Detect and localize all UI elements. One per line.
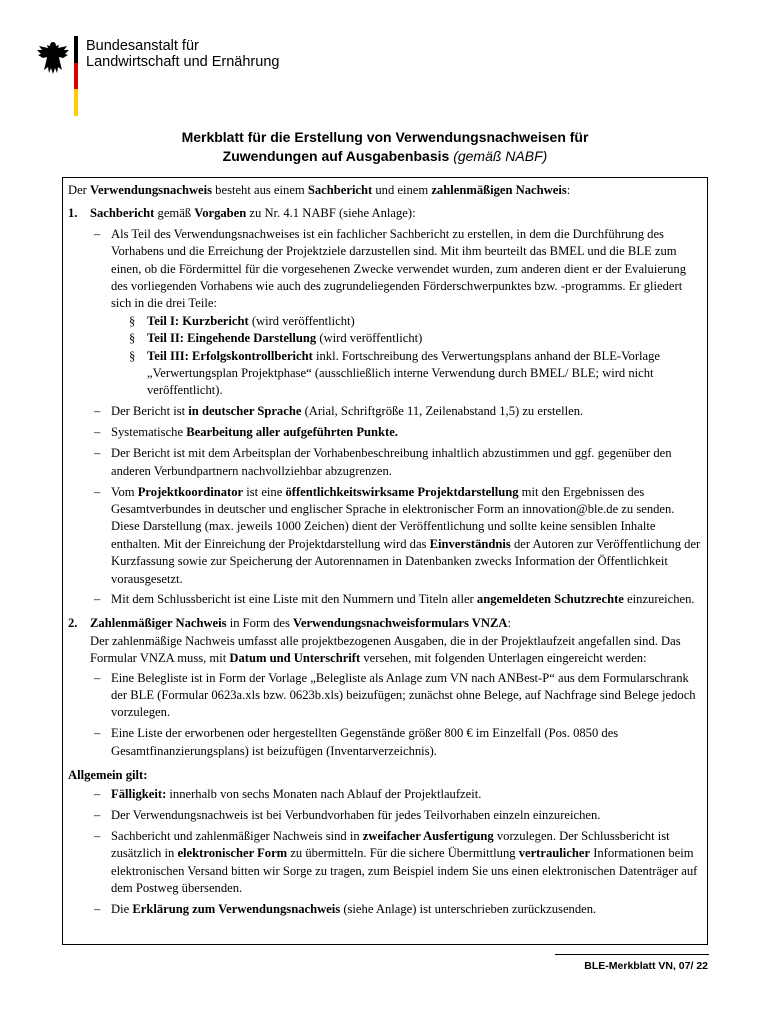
text: Informationen beim elektronischen Versand bitten wir Sorge zu tragen, zum Beispiel indem Sie uns einen elektronischen Datenträger auf dem Postweg übersenden. bbox=[111, 846, 698, 896]
flag-stripe bbox=[74, 36, 78, 116]
text: Mit dem Schlussbericht ist eine Liste mit den Nummern und Titeln aller bbox=[111, 592, 477, 607]
dash-list bbox=[90, 670, 701, 761]
sub-list-item bbox=[129, 348, 701, 400]
text: Der Verwendungsnachweis ist bei Verbundvorhaben für jedes Teilvorhaben einzeln einzureichen. bbox=[111, 807, 601, 822]
text: zu übermitteln. Für die sichere Übermittlung bbox=[287, 846, 519, 861]
bold-text: in deutscher Sprache bbox=[188, 404, 302, 419]
list-item bbox=[90, 807, 701, 824]
list-item bbox=[90, 445, 701, 480]
bold-text: Sachbericht bbox=[90, 206, 155, 221]
text: Der bbox=[68, 183, 91, 197]
list-item bbox=[90, 725, 701, 760]
text: (wird veröffentlicht) bbox=[316, 331, 423, 346]
text: Eine Belegliste ist in Form der Vorlage „Belegliste als Anlage zum VN nach ANBest-P“ aus dem Formularschrank der BLE (Formular 0623a.xls bzw. 0623b.xls) beizufügen; zunächst ohne Belege, auf Nachfrage sind Belege jedoch vorzulegen. bbox=[111, 670, 696, 720]
text: der Autoren zur Veröffentlichung der Kurzfassung sowie zur Speicherung der Autorennamen in Datenbanken zwecks Information der Öffentlichkeit vorausgesetzt. bbox=[111, 536, 701, 586]
list-item bbox=[90, 226, 701, 400]
text: (siehe Anlage) ist unterschrieben zurückzusenden. bbox=[340, 901, 597, 916]
text: : bbox=[566, 183, 571, 197]
text: (Arial, Schriftgröße 11, Zeilenabstand 1,5) zu erstellen. bbox=[301, 404, 584, 419]
bold-text: Projektkoordinator bbox=[137, 484, 244, 499]
content-box bbox=[62, 177, 708, 945]
footer-label: BLE-Merkblatt VN, 07/ 22 bbox=[584, 960, 708, 972]
sub-list bbox=[111, 313, 701, 400]
list-item bbox=[90, 901, 701, 918]
text: und einem bbox=[372, 183, 432, 197]
text: einzureichen. bbox=[623, 592, 695, 607]
footer-divider bbox=[555, 954, 709, 955]
section-number: 2. bbox=[68, 616, 78, 631]
list-item bbox=[90, 484, 701, 588]
text: besteht aus einem bbox=[212, 183, 308, 197]
header bbox=[36, 36, 336, 116]
text: Der Bericht ist bbox=[111, 404, 189, 419]
list-item bbox=[90, 591, 701, 608]
dash-list bbox=[90, 226, 701, 609]
bold-text: Verwendungsnachweisformulars VNZA bbox=[293, 616, 508, 631]
bold-text: Bearbeitung aller aufgeführten Punkte. bbox=[186, 425, 398, 440]
text: vorzulegen. Der Schlussbericht ist zusätzlich in bbox=[111, 828, 670, 861]
agency-line-2: Landwirtschaft und Ernährung bbox=[86, 54, 280, 70]
bold-text: Zahlenmäßiger Nachweis bbox=[90, 616, 227, 631]
list-item bbox=[90, 786, 701, 803]
bold-text: Sachbericht bbox=[307, 183, 373, 197]
text: mit den Ergebnissen des Gesamtverbundes in deutscher und englischer Sprache in elektronischer Form an innovation@ble.de zu senden. Diese Darstellung (max. jeweils 1000 Zeichen) dient der Veröffentlichung und sollte keine sensiblen Inhalte enthalten. Mit der Einreichung der Projektdarstellung wird das bbox=[111, 484, 675, 551]
text: Systematische bbox=[111, 425, 187, 440]
bold-text: zweifacher Ausfertigung bbox=[362, 828, 494, 843]
federal-eagle-icon bbox=[36, 40, 70, 76]
title-line-2-main: Zuwendungen auf Ausgabenbasis bbox=[222, 148, 450, 164]
bold-text: öffentlichkeitswirksame Projektdarstellung bbox=[285, 484, 519, 499]
text: ist eine bbox=[243, 484, 286, 499]
bold-text: Datum und Unterschrift bbox=[229, 651, 361, 666]
section-paragraph bbox=[90, 633, 701, 668]
document-title bbox=[0, 128, 770, 166]
bold-text: Teil III: Erfolgskontrollbericht bbox=[147, 348, 313, 363]
sub-list-item bbox=[129, 330, 701, 347]
section-heading bbox=[90, 615, 701, 632]
bold-text: Fälligkeit: bbox=[111, 787, 167, 801]
bold-text: Erklärung zum Verwendungsnachweis bbox=[132, 901, 341, 916]
text: Die bbox=[111, 901, 133, 916]
intro-paragraph bbox=[68, 182, 701, 199]
bold-text: Verwendungsnachweis bbox=[90, 183, 213, 197]
bold-text: zahlenmäßigen Nachweis bbox=[431, 183, 567, 197]
title-line-2 bbox=[0, 147, 770, 166]
text: inkl. Fortschreibung des Verwertungsplans anhand der BLE-Vorlage „Verwertungsplan Projektphase“ (ausschließlich interne Verwendung durch BMEL/ BLE; wird nicht veröffentlicht). bbox=[147, 348, 661, 398]
general-list bbox=[68, 786, 701, 918]
text: Vom bbox=[111, 484, 138, 499]
section-1 bbox=[68, 205, 701, 612]
text: zu Nr. 4.1 NABF (siehe Anlage): bbox=[246, 206, 416, 221]
text: Der Bericht ist mit dem Arbeitsplan der Vorhabenbeschreibung inhaltlich abzustimmen und ggf. gegenüber den anderen Verbundpartnern nachvollziehbar abzugrenzen. bbox=[111, 446, 672, 478]
text: Eine Liste der erworbenen oder hergestellten Gegenstände größer 800 € im Einzelfall (Pos. 0850 des Gesamtfinanzierungsplans) ist beizufügen (Inventarverzeichnis). bbox=[111, 726, 619, 758]
section-2 bbox=[68, 615, 701, 763]
bold-text: Einverständnis bbox=[429, 536, 511, 551]
text: : bbox=[507, 616, 511, 631]
list-item bbox=[90, 670, 701, 722]
text: Der zahlenmäßige Nachweis umfasst alle projektbezogenen Ausgaben, die in der Projektlaufzeit angefallen sind. Das Formular VNZA muss, mit bbox=[90, 633, 681, 666]
bold-text: Teil II: Eingehende Darstellung bbox=[147, 331, 317, 346]
bold-text: angemeldeten Schutzrechte bbox=[476, 592, 624, 607]
text: (wird veröffentlicht) bbox=[248, 313, 355, 328]
list-item bbox=[90, 403, 701, 420]
bold-text: vertraulicher bbox=[518, 846, 591, 861]
section-number: 1. bbox=[68, 206, 78, 221]
text: Sachbericht und zahlenmäßiger Nachweis sind in bbox=[111, 828, 363, 843]
text: versehen, mit folgenden Unterlagen eingereicht werden: bbox=[360, 651, 647, 666]
bold-text: Vorgaben bbox=[194, 206, 247, 221]
sub-list-item bbox=[129, 313, 701, 330]
list-item bbox=[90, 828, 701, 898]
text: in Form des bbox=[226, 616, 294, 631]
bold-text: Teil I: Kurzbericht bbox=[147, 313, 249, 328]
title-line-1: Merkblatt für die Erstellung von Verwendungsnachweisen für bbox=[181, 129, 589, 145]
agency-line-1: Bundesanstalt für bbox=[86, 38, 199, 54]
general-heading: Allgemein gilt: bbox=[68, 767, 148, 782]
list-item bbox=[90, 424, 701, 441]
section-heading bbox=[90, 205, 701, 222]
text: gemäß bbox=[154, 206, 195, 221]
agency-name bbox=[86, 38, 279, 70]
title-line-2-extra: (gemäß NABF) bbox=[453, 148, 548, 164]
text: Als Teil des Verwendungsnachweises ist ein fachlicher Sachbericht zu erstellen, in dem die Durchführung des Vorhabens und die Erreichung der Projektziele darzustellen sind. Mit ihm beurteilt das BMEL und die BLE zum einen, ob die Fördermittel für die vorgesehenen Zwecke verwendet wurden, zum anderen dient er der Evaluierung des vorliegenden Vorhabens wie auch des zugrundeliegenden Förderschwerpunktes bzw. -programms. Er gliedert sich in die drei Teile: bbox=[111, 226, 687, 311]
text: innerhalb von sechs Monaten nach Ablauf der Projektlaufzeit. bbox=[166, 787, 482, 801]
bold-text: elektronischer Form bbox=[177, 846, 288, 861]
